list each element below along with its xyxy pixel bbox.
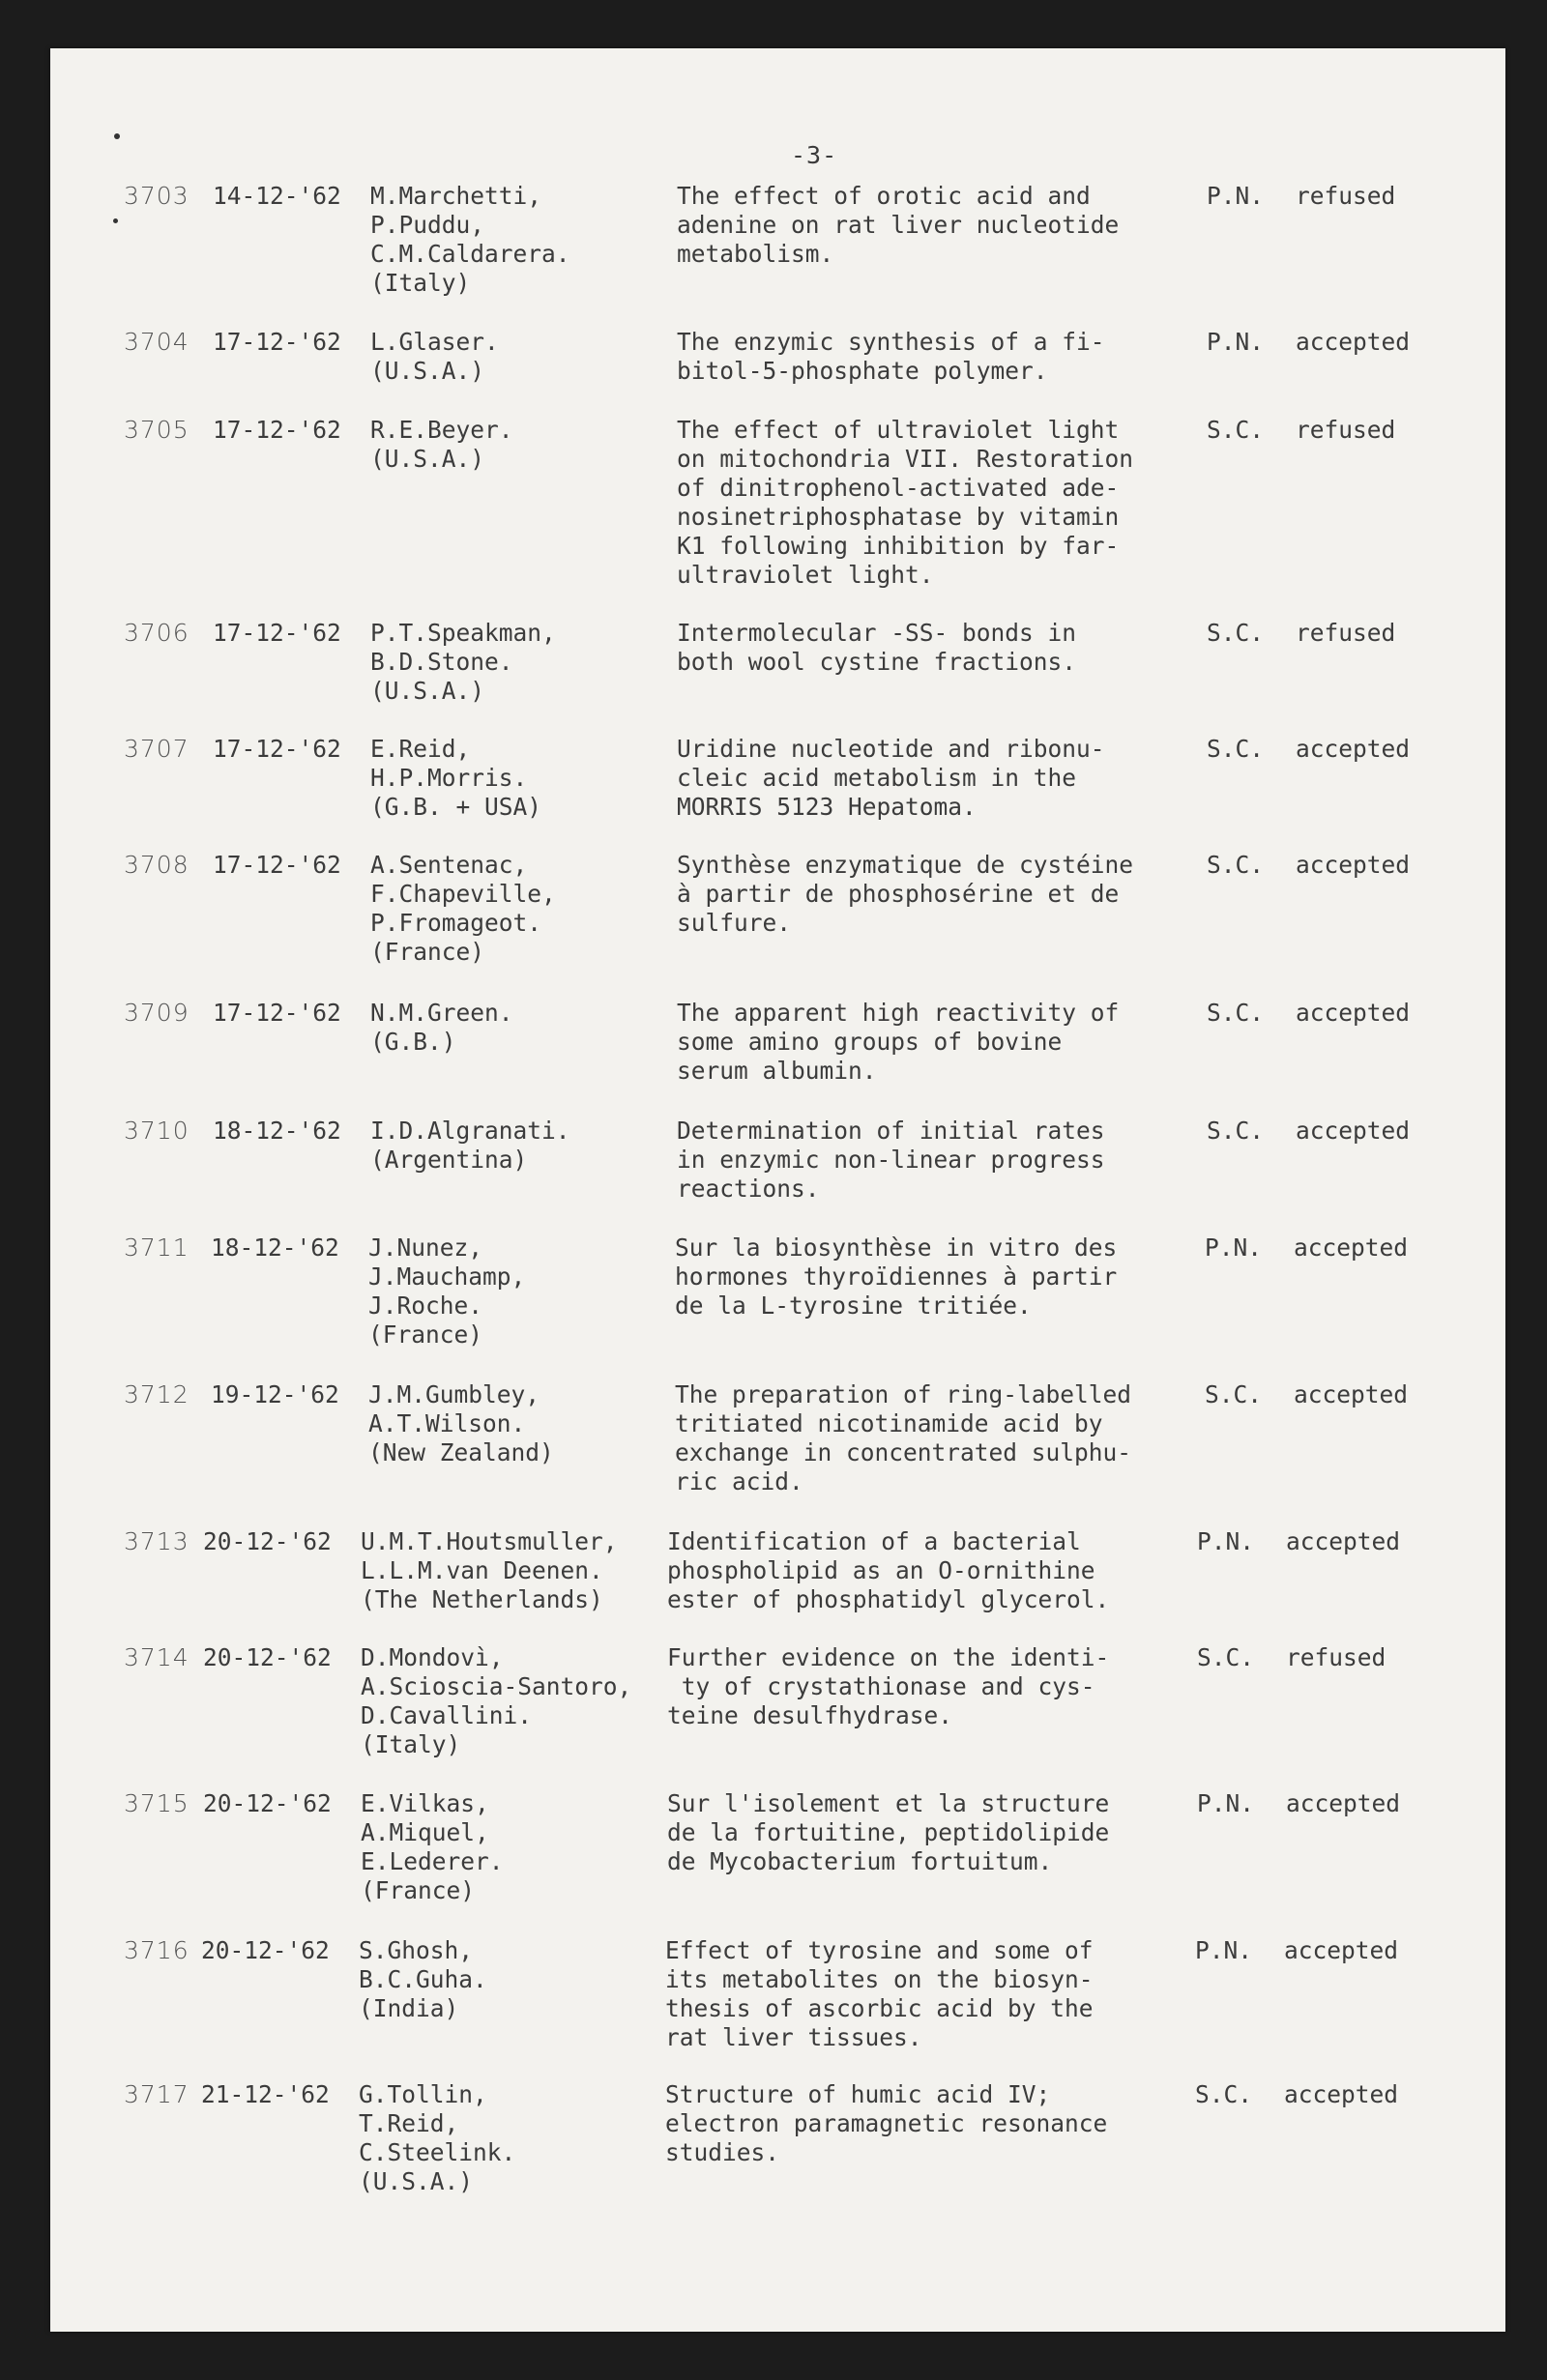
entry-number: 3712	[124, 1380, 190, 1408]
entry-title	[677, 416, 1133, 590]
entry-journal: S.C.	[1207, 416, 1265, 444]
entry-decision: accepted	[1294, 1234, 1409, 1262]
entry-decision: accepted	[1286, 1789, 1401, 1817]
title-line: Uridine nucleotide and ribonu-	[677, 735, 1105, 763]
entry-number: 3715	[124, 1789, 190, 1817]
entry-date: 17-12-'62	[213, 619, 341, 647]
entry-date: 19-12-'62	[211, 1380, 339, 1408]
author-line: J.Mauchamp,	[368, 1263, 526, 1291]
title-line: bitol-5-phosphate polymer.	[677, 357, 1048, 385]
title-line: its metabolites on the biosyn-	[665, 1965, 1094, 1993]
author-line: (France)	[361, 1876, 476, 1904]
author-line: S.Ghosh,	[359, 1936, 474, 1964]
entry-journal: P.N.	[1205, 1234, 1263, 1262]
entry-authors	[370, 328, 499, 386]
entry-authors	[359, 2080, 515, 2196]
title-line: exchange in concentrated sulphu-	[675, 1438, 1132, 1466]
entry-decision: accepted	[1296, 851, 1411, 879]
entry-journal: P.N.	[1197, 1527, 1255, 1555]
entry-title	[677, 182, 1119, 269]
author-line: (U.S.A.)	[370, 357, 485, 385]
entry-date: 14-12-'62	[213, 182, 341, 210]
author-line: J.Nunez,	[368, 1234, 483, 1262]
entry-number: 3710	[124, 1117, 190, 1145]
author-line: (India)	[359, 1994, 459, 2022]
title-line: teine desulfhydrase.	[667, 1701, 953, 1729]
author-line: G.Tollin,	[359, 2080, 487, 2108]
title-line: tritiated nicotinamide acid by	[675, 1409, 1103, 1437]
title-line: de la L-tyrosine tritiée.	[675, 1292, 1032, 1320]
author-line: D.Mondovì,	[361, 1643, 504, 1671]
title-line: nosinetriphosphatase by vitamin	[677, 503, 1120, 531]
margin-dot-mark	[113, 218, 118, 223]
author-line: N.M.Green.	[370, 999, 513, 1027]
author-line: A.Scioscia-Santoro,	[361, 1672, 632, 1700]
title-line: some amino groups of bovine	[677, 1028, 1063, 1056]
entry-number: 3717	[124, 2080, 190, 2108]
entry-authors	[370, 182, 570, 298]
entry-title	[675, 1380, 1131, 1496]
entry-date: 17-12-'62	[213, 999, 341, 1027]
entry-decision: accepted	[1296, 999, 1411, 1027]
entry-title	[677, 735, 1105, 822]
entry-title	[677, 1117, 1105, 1204]
entry-decision: accepted	[1284, 2080, 1399, 2108]
title-line: Sur la biosynthèse in vitro des	[675, 1234, 1118, 1262]
title-line: of dinitrophenol-activated ade-	[677, 474, 1120, 502]
title-line: The preparation of ring-labelled	[675, 1380, 1132, 1408]
entry-journal: S.C.	[1205, 1380, 1263, 1408]
entry-title	[667, 1527, 1109, 1614]
entry-authors	[361, 1527, 618, 1614]
title-line: Determination of initial rates	[677, 1117, 1105, 1145]
entry-authors	[370, 416, 513, 474]
title-line: Effect of tyrosine and some of	[665, 1936, 1094, 1964]
entry-date: 17-12-'62	[213, 416, 341, 444]
title-line: studies.	[665, 2138, 780, 2166]
title-line: adenine on rat liver nucleotide	[677, 211, 1120, 239]
entry-decision: accepted	[1286, 1527, 1401, 1555]
entry-number: 3707	[124, 735, 190, 763]
author-line: C.Steelink.	[359, 2138, 516, 2166]
author-line: M.Marchetti,	[370, 182, 542, 210]
title-line: MORRIS 5123 Hepatoma.	[677, 793, 977, 821]
author-line: J.Roche.	[368, 1292, 483, 1320]
entry-journal: P.N.	[1195, 1936, 1253, 1964]
entry-number: 3704	[124, 328, 190, 356]
entry-decision: accepted	[1294, 1380, 1409, 1408]
entry-number: 3706	[124, 619, 190, 647]
entry-number: 3708	[124, 851, 190, 879]
entry-authors	[368, 1234, 525, 1350]
author-line: L.L.M.van Deenen.	[361, 1556, 603, 1584]
entry-date: 20-12-'62	[203, 1643, 332, 1671]
entry-title	[677, 619, 1076, 677]
entry-journal: P.N.	[1197, 1789, 1255, 1817]
author-line: (The Netherlands)	[361, 1585, 603, 1613]
entry-date: 20-12-'62	[201, 1936, 330, 1964]
entry-decision: refused	[1296, 619, 1396, 647]
entry-number: 3711	[124, 1234, 190, 1262]
title-line: The apparent high reactivity of	[677, 999, 1120, 1027]
title-line: à partir de phosphosérine et de	[677, 880, 1120, 908]
author-line: P.T.Speakman,	[370, 619, 556, 647]
author-line: A.T.Wilson.	[368, 1409, 526, 1437]
author-line: (Argentina)	[370, 1146, 528, 1174]
title-line: Sur l'isolement et la structure	[667, 1789, 1110, 1817]
title-line: Further evidence on the identi-	[667, 1643, 1110, 1671]
author-line: (France)	[368, 1321, 483, 1349]
entry-decision: refused	[1296, 182, 1396, 210]
entry-journal: S.C.	[1207, 619, 1265, 647]
title-line: reactions.	[677, 1175, 820, 1203]
title-line: sulfure.	[677, 909, 792, 937]
entry-date: 17-12-'62	[213, 851, 341, 879]
entry-authors	[361, 1789, 504, 1905]
entry-title	[665, 1936, 1094, 2052]
entry-authors	[370, 735, 541, 822]
entry-date: 20-12-'62	[203, 1527, 332, 1555]
author-line: A.Miquel,	[361, 1818, 489, 1846]
entry-number: 3713	[124, 1527, 190, 1555]
entry-journal: P.N.	[1207, 182, 1265, 210]
title-line: rat liver tissues.	[665, 2023, 922, 2051]
title-line: metabolism.	[677, 240, 834, 268]
entry-number: 3703	[124, 182, 190, 210]
title-line: Structure of humic acid IV;	[665, 2080, 1051, 2108]
author-line: R.E.Beyer.	[370, 416, 513, 444]
title-line: ultraviolet light.	[677, 561, 934, 589]
entry-authors	[370, 851, 556, 967]
title-line: ty of crystathionase and cys-	[667, 1672, 1095, 1700]
entry-date: 18-12-'62	[213, 1117, 341, 1145]
title-line: ric acid.	[675, 1467, 803, 1495]
margin-dot-mark	[114, 133, 120, 139]
title-line: thesis of ascorbic acid by the	[665, 1994, 1094, 2022]
entry-title	[677, 328, 1105, 386]
entry-decision: refused	[1286, 1643, 1386, 1671]
entry-journal: S.C.	[1207, 999, 1265, 1027]
entry-authors	[370, 999, 513, 1057]
entry-journal: S.C.	[1207, 1117, 1265, 1145]
author-line: H.P.Morris.	[370, 764, 528, 792]
entry-journal: S.C.	[1207, 851, 1265, 879]
author-line: U.M.T.Houtsmuller,	[361, 1527, 618, 1555]
author-line: J.M.Gumbley,	[368, 1380, 540, 1408]
author-line: I.D.Algranati.	[370, 1117, 570, 1145]
entry-authors	[359, 1936, 487, 2023]
author-line: D.Cavallini.	[361, 1701, 533, 1729]
entry-title	[667, 1643, 1109, 1730]
title-line: ester of phosphatidyl glycerol.	[667, 1585, 1110, 1613]
entry-authors	[361, 1643, 631, 1759]
entry-title	[677, 999, 1119, 1086]
entry-decision: accepted	[1296, 328, 1411, 356]
entry-authors	[370, 619, 556, 706]
title-line: hormones thyroïdiennes à partir	[675, 1263, 1118, 1291]
author-line: (U.S.A.)	[359, 2167, 474, 2195]
entry-decision: accepted	[1296, 1117, 1411, 1145]
entry-date: 17-12-'62	[213, 328, 341, 356]
title-line: Identification of a bacterial	[667, 1527, 1081, 1555]
title-line: The effect of orotic acid and	[677, 182, 1091, 210]
author-line: L.Glaser.	[370, 328, 499, 356]
author-line: B.D.Stone.	[370, 648, 513, 676]
author-line: (U.S.A.)	[370, 445, 485, 473]
author-line: A.Sentenac,	[370, 851, 528, 879]
entry-date: 20-12-'62	[203, 1789, 332, 1817]
author-line: E.Reid,	[370, 735, 471, 763]
author-line: (U.S.A.)	[370, 677, 485, 705]
entry-number: 3714	[124, 1643, 190, 1671]
title-line: The enzymic synthesis of a fi-	[677, 328, 1105, 356]
title-line: serum albumin.	[677, 1057, 877, 1085]
entry-number: 3705	[124, 416, 190, 444]
author-line: (Italy)	[361, 1730, 461, 1758]
title-line: de Mycobacterium fortuitum.	[667, 1847, 1053, 1875]
entry-title	[675, 1234, 1117, 1321]
title-line: de la fortuitine, peptidolipide	[667, 1818, 1110, 1846]
author-line: F.Chapeville,	[370, 880, 556, 908]
title-line: Intermolecular -SS- bonds in	[677, 619, 1077, 647]
author-line: C.M.Caldarera.	[370, 240, 570, 268]
entry-title	[665, 2080, 1107, 2167]
author-line: E.Vilkas,	[361, 1789, 489, 1817]
page-number: -3-	[791, 141, 838, 169]
author-line: P.Puddu,	[370, 211, 485, 239]
entry-journal: S.C.	[1195, 2080, 1253, 2108]
author-line: P.Fromageot.	[370, 909, 542, 937]
title-line: both wool cystine fractions.	[677, 648, 1077, 676]
entry-number: 3709	[124, 999, 190, 1027]
title-line: Synthèse enzymatique de cystéine	[677, 851, 1134, 879]
author-line: (G.B.)	[370, 1028, 456, 1056]
entry-authors	[368, 1380, 554, 1467]
entry-journal: S.C.	[1197, 1643, 1255, 1671]
title-line: phospholipid as an O-ornithine	[667, 1556, 1095, 1584]
author-line: (France)	[370, 938, 485, 966]
title-line: K1 following inhibition by far-	[677, 532, 1120, 560]
author-line: (New Zealand)	[368, 1438, 554, 1466]
title-line: cleic acid metabolism in the	[677, 764, 1077, 792]
entry-number: 3716	[124, 1936, 190, 1964]
author-line: T.Reid,	[359, 2109, 459, 2137]
author-line: E.Lederer.	[361, 1847, 504, 1875]
entry-authors	[370, 1117, 570, 1175]
entry-date: 17-12-'62	[213, 735, 341, 763]
title-line: electron paramagnetic resonance	[665, 2109, 1108, 2137]
entry-decision: refused	[1296, 416, 1396, 444]
entry-date: 21-12-'62	[201, 2080, 330, 2108]
entry-title	[677, 851, 1133, 938]
author-line: (Italy)	[370, 269, 471, 297]
author-line: B.C.Guha.	[359, 1965, 487, 1993]
entry-journal: P.N.	[1207, 328, 1265, 356]
title-line: in enzymic non-linear progress	[677, 1146, 1105, 1174]
entry-decision: accepted	[1296, 735, 1411, 763]
entry-date: 18-12-'62	[211, 1234, 339, 1262]
entry-decision: accepted	[1284, 1936, 1399, 1964]
entry-title	[667, 1789, 1109, 1876]
author-line: (G.B. + USA)	[370, 793, 542, 821]
entry-journal: S.C.	[1207, 735, 1265, 763]
title-line: on mitochondria VII. Restoration	[677, 445, 1134, 473]
title-line: The effect of ultraviolet light	[677, 416, 1120, 444]
